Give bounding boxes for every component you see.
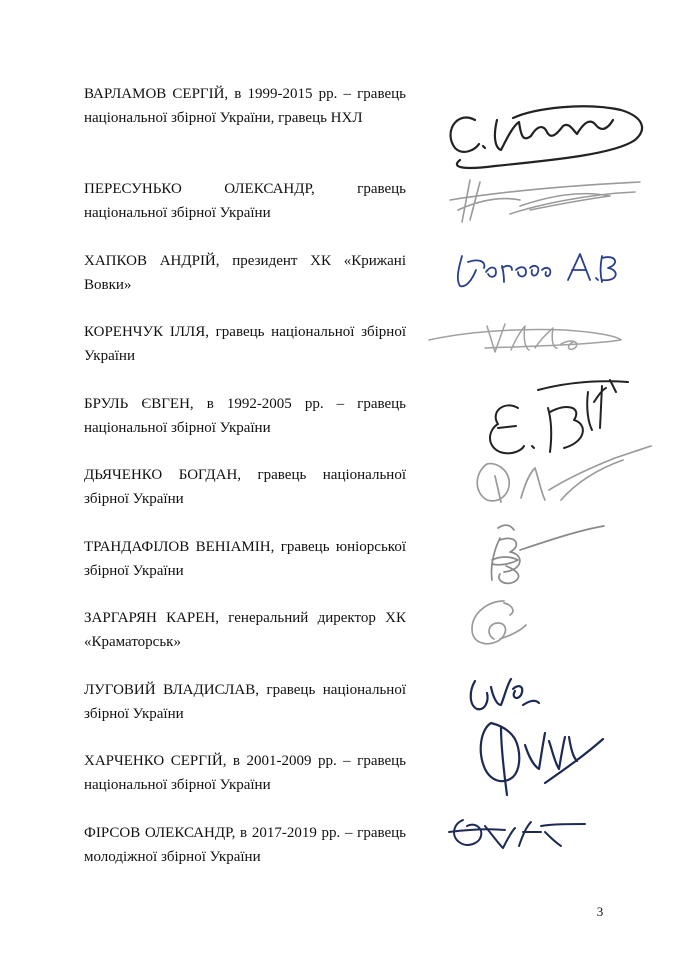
signatory-entry-firsov	[84, 821, 406, 869]
signatory-text: БРУЛЬ ЄВГЕН, в 1992-2005 рр. – гравець національної збірної України	[84, 396, 406, 436]
signatory-entry-peresunko	[84, 177, 406, 225]
signature-khapkov	[450, 240, 625, 295]
signatory-entry-zargaryan	[84, 606, 406, 654]
signatory-entry-dyachenko	[84, 463, 406, 511]
signature-dyachenko	[465, 440, 655, 512]
signatory-entry-korenchuk	[84, 320, 406, 368]
signatory-text: ТРАНДАФІЛОВ ВЕНІАМІН, гравець юніорської збірної України	[84, 539, 406, 579]
signatory-text: ВАРЛАМОВ СЕРГІЙ, в 1999-2015 рр. – гравець національної збірної України, гравець НХЛ	[84, 86, 406, 126]
signatory-entry-kharchenko	[84, 749, 406, 797]
signatory-text: ДЬЯЧЕНКО БОГДАН, гравець національної збірної України	[84, 467, 406, 507]
signature-korenchuk	[425, 318, 625, 360]
signature-peresunko	[440, 170, 650, 230]
signature-zargaryan	[460, 595, 540, 655]
signatory-text: КОРЕНЧУК ІЛЛЯ, гравець національної збірної України	[84, 324, 406, 364]
page-number: 3	[596, 904, 604, 919]
signatory-text: ЛУГОВИЙ ВЛАДИСЛАВ, гравець національної збірної України	[84, 682, 406, 722]
signatory-entry-brul	[84, 392, 406, 440]
signatory-entry-trandafilov	[84, 535, 406, 583]
signatory-text: ХАПКОВ АНДРІЙ, президент ХК «Крижані Вовки»	[84, 253, 406, 293]
signatory-text: ЗАРГАРЯН КАРЕН, генеральний директор ХК «Краматорськ»	[84, 610, 406, 650]
signatory-entry-luhovyi	[84, 678, 406, 726]
signature-firsov	[445, 812, 590, 857]
signatory-text: ФІРСОВ ОЛЕКСАНДР, в 2017-2019 рр. – гравець молодіжної збірної України	[84, 825, 406, 865]
signatory-text: ПЕРЕСУНЬКО ОЛЕКСАНДР, гравець національної збірної України	[84, 181, 406, 221]
signature-luhovyi-kharchenko	[455, 665, 605, 805]
signatory-text: ХАРЧЕНКО СЕРГІЙ, в 2001-2009 рр. – гравець національної збірної України	[84, 753, 406, 793]
signature-trandafilov	[470, 520, 610, 595]
signatory-entry-varlamov	[84, 82, 406, 130]
signatory-entry-khapkov	[84, 249, 406, 297]
